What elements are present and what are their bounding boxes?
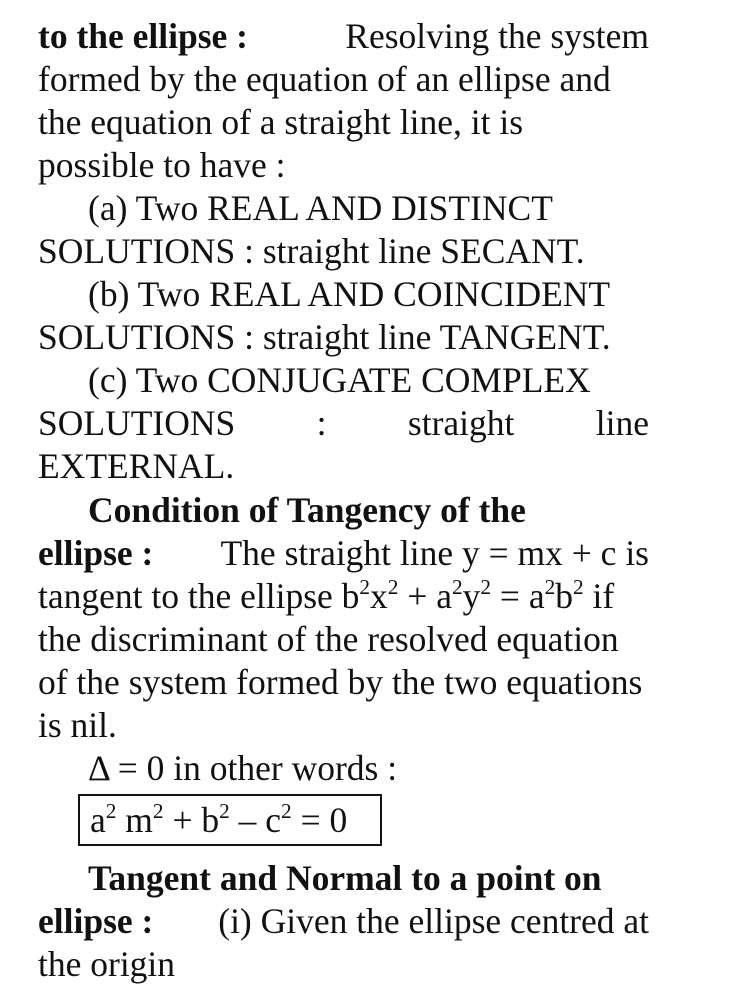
text-span: : [316,403,327,443]
discriminant-line: Δ = 0 in other words : [88,748,398,788]
text-span: y [462,576,481,616]
list-item-a: (a) Two REAL AND DISTINCT [88,188,553,228]
text-line: the origin [38,944,176,984]
text-span: x [370,576,388,616]
text-line [38,401,649,445]
superscript: 2 [480,575,492,600]
text-span: b [555,576,573,616]
text-line: is nil. [38,705,117,745]
text-line: possible to have : [38,145,286,185]
list-item-b: (b) Two REAL AND COINCIDENT [88,274,611,314]
text-line: SOLUTIONS : straight line SECANT. [38,231,585,271]
superscript: 2 [359,575,371,600]
text-span: + a [398,576,452,616]
superscript: 2 [281,799,292,824]
list-item-c: (c) Two CONJUGATE COMPLEX [88,360,591,400]
text-span: a [90,800,106,840]
text-span: tangent to the ellipse b [38,576,360,616]
text-line: EXTERNAL. [38,446,235,486]
boxed-formula [78,794,382,846]
text-line [38,574,649,618]
text-line: SOLUTIONS : straight line TANGENT. [38,317,611,357]
superscript: 2 [572,575,584,600]
text-span: = 0 [291,800,348,840]
text-line: of the system formed by the two equations [38,662,643,702]
text-span: m [116,800,153,840]
section-heading: Tangent and Normal to a point on [88,858,602,898]
superscript: 2 [152,799,164,824]
section-heading: Condition of Tangency of the [88,490,526,530]
text-span: + b [163,800,220,840]
text-span: The straight line y = mx + c is [220,533,649,573]
text-span: = a [491,576,545,616]
term-heading: ellipse : [38,901,154,941]
text-line [38,531,649,575]
text-span: (i) Given the ellipse centred at [218,901,649,941]
text-span: SOLUTIONS [38,403,236,443]
text-span: Resolving the system [345,16,649,56]
text-span: – c [229,800,282,840]
term-heading: ellipse : [38,533,154,573]
superscript: 2 [544,575,556,600]
text-line: the equation of a straight line, it is [38,102,524,142]
superscript: 2 [105,799,117,824]
superscript: 2 [219,799,230,824]
text-line: formed by the equation of an ellipse and [38,59,611,99]
text-span: if [583,576,615,616]
text-line: the discriminant of the resolved equation [38,619,619,659]
superscript: 2 [451,575,463,600]
text-span: straight [407,403,515,443]
term-heading: to the ellipse : [38,16,249,56]
superscript: 2 [387,575,399,600]
text-line [38,14,649,58]
text-span: line [595,403,649,443]
text-line [38,899,649,943]
